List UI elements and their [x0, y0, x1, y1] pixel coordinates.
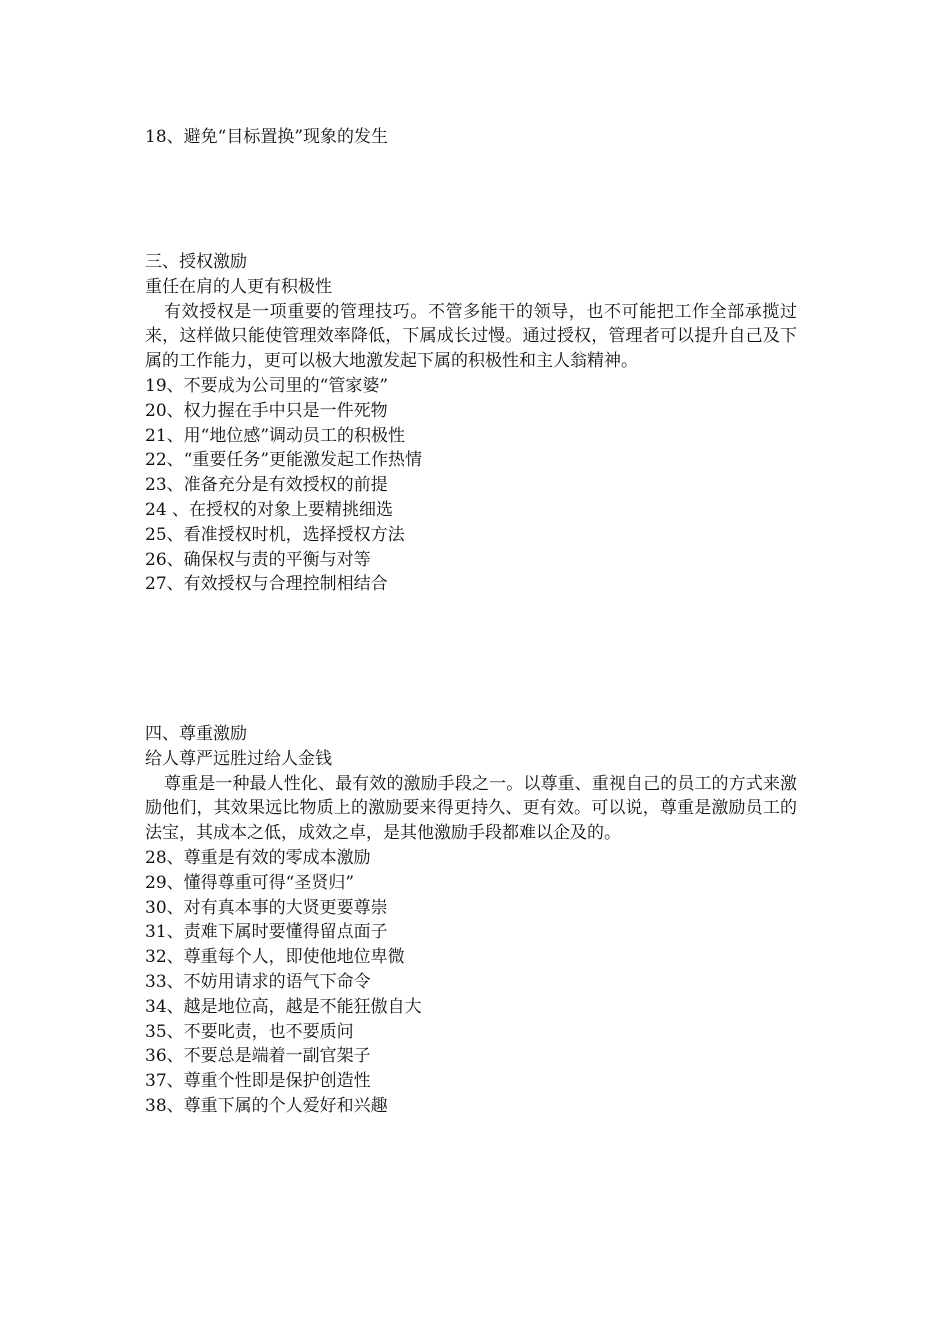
list-item: 29、懂得尊重可得“圣贤归” [145, 872, 355, 893]
list-item: 22、“重要任务”更能激发起工作热情 [145, 450, 423, 471]
list-item: 23、准备充分是有效授权的前提 [145, 475, 388, 496]
item-list [145, 846, 797, 1119]
top-block [145, 125, 797, 150]
section-heading: 三、授权激励 [145, 252, 247, 272]
section-heading: 四、尊重激励 [145, 724, 247, 744]
list-item: 25、看准授权时机，选择授权方法 [145, 524, 405, 545]
list-item: 38、尊重下属的个人爱好和兴趣 [145, 1095, 388, 1116]
section-respect [145, 722, 797, 1119]
section-authorization [145, 250, 797, 597]
list-item: 34、越是地位高，越是不能狂傲自大 [145, 996, 422, 1017]
list-item: 28、尊重是有效的零成本激励 [145, 847, 371, 868]
section-paragraph: 有效授权是一项重要的管理技巧。不管多能干的领导，也不可能把工作全部承揽过来，这样做只能使管理效率降低，下属成长过慢。通过授权，管理者可以提升自己及下属的工作能力，更可以极大地激发起下属的积极性和主人翁精神。 [145, 301, 797, 372]
list-item: 35、不要叱责，也不要质问 [145, 1021, 354, 1042]
section-subheading: 重任在肩的人更有积极性 [145, 276, 332, 297]
list-item: 31、责难下属时要懂得留点面子 [145, 922, 388, 943]
list-item: 33、不妨用请求的语气下命令 [145, 971, 371, 992]
list-item: 20、权力握在手中只是一件死物 [145, 400, 388, 421]
list-item: 19、不要成为公司里的“管家婆” [145, 375, 389, 396]
list-item: 30、对有真本事的大贤更要尊崇 [145, 897, 388, 918]
list-item: 27、有效授权与合理控制相结合 [145, 574, 388, 595]
section-paragraph: 尊重是一种最人性化、最有效的激励手段之一。以尊重、重视自己的员工的方式来激励他们，其效果远比物质上的激励要来得更持久、更有效。可以说，尊重是激励员工的法宝，其成本之低，成效之卓，是其他激励手段都难以企及的。 [145, 773, 797, 844]
list-item: 21、用“地位感”调动员工的积极性 [145, 425, 406, 446]
list-item: 18、避免“目标置换”现象的发生 [145, 127, 389, 147]
list-item: 36、不要总是端着一副官架子 [145, 1046, 371, 1067]
list-item: 24 、在授权的对象上要精挑细选 [145, 499, 394, 520]
list-item: 37、尊重个性即是保护创造性 [145, 1071, 371, 1092]
list-item: 26、确保权与责的平衡与对等 [145, 549, 371, 570]
item-list [145, 374, 797, 597]
section-subheading: 给人尊严远胜过给人金钱 [145, 748, 332, 769]
list-item: 32、尊重每个人，即使他地位卑微 [145, 947, 405, 968]
